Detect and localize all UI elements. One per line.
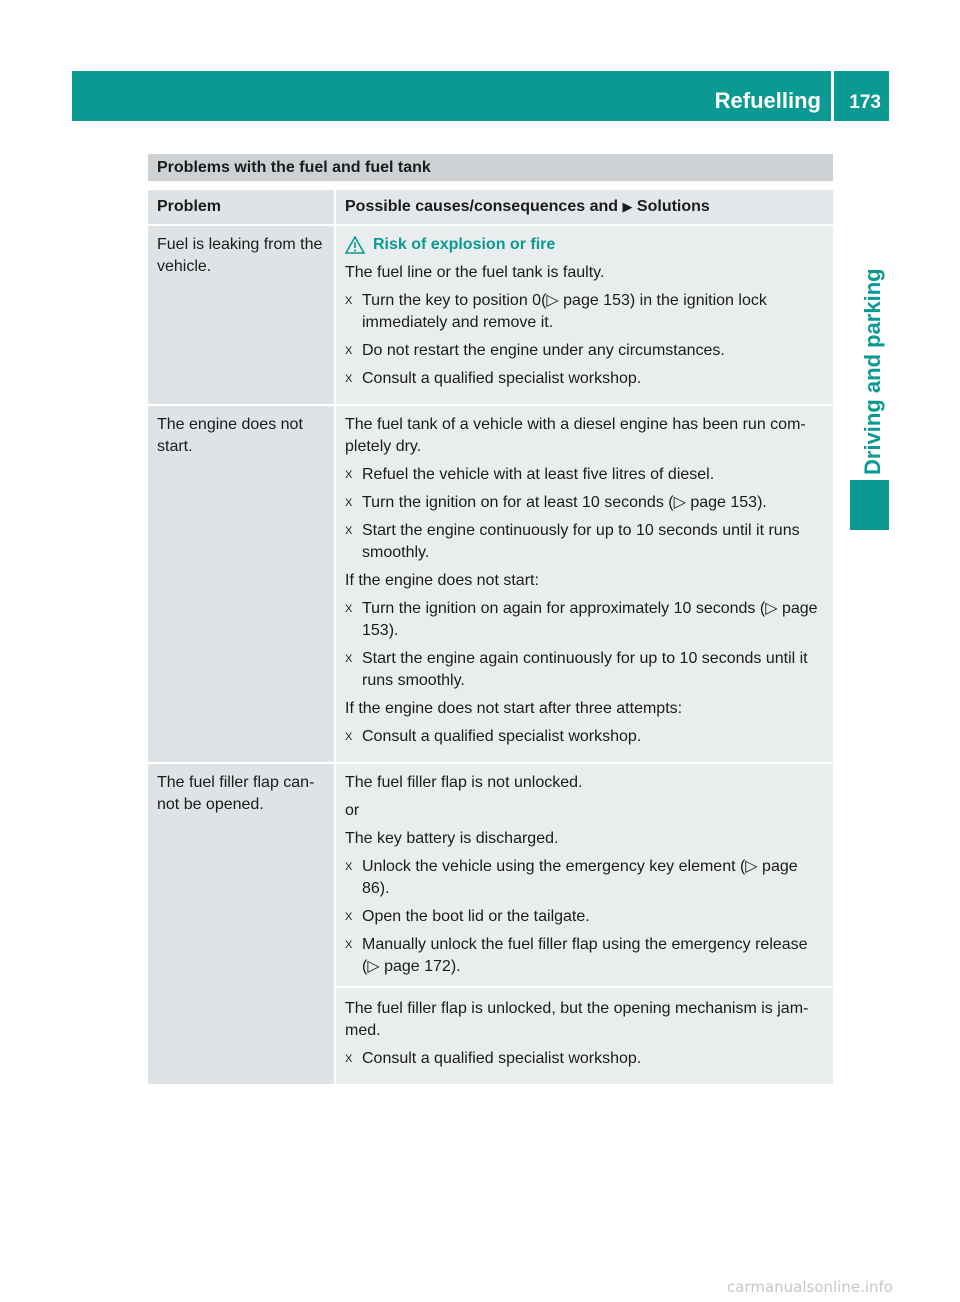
- column-header-solutions-suffix: Solutions: [636, 198, 710, 215]
- table-row: [148, 764, 833, 1086]
- step-marker-icon: X: [345, 345, 353, 357]
- table-header-row: [148, 190, 833, 226]
- section-title: Refuelling: [714, 88, 821, 113]
- warning-triangle-icon: [345, 236, 365, 254]
- side-tab-marker: [850, 480, 889, 530]
- step-item: [345, 492, 827, 514]
- page-number: 173: [849, 92, 881, 113]
- step-text: Turn the ignition on for at least 10 seconds (▷ page 153).: [362, 494, 767, 511]
- step-item: [345, 1048, 827, 1070]
- step-marker-icon: X: [345, 295, 353, 307]
- step-marker-icon: X: [345, 861, 353, 873]
- header-divider: [831, 71, 834, 121]
- step-text: Turn the key to position 0(▷ page 153) in the ignition lock immediately and remove it.: [362, 292, 767, 331]
- step-marker-icon: X: [345, 1053, 353, 1065]
- step-marker-icon: X: [345, 603, 353, 615]
- column-header-solutions-prefix: Possible causes/consequences and: [345, 198, 619, 215]
- step-text: Start the engine continuously for up to 10 seconds until it runs smoothly.: [362, 522, 800, 561]
- table-row: [148, 406, 833, 764]
- step-item: [345, 934, 827, 978]
- warning-heading: [345, 234, 827, 256]
- table-row: [148, 226, 833, 406]
- solution-cell: [334, 764, 833, 1084]
- cause-text: The fuel filler flap is unlocked, but the opening mechanism is jam-med.: [345, 1000, 809, 1039]
- warning-text: Risk of explosion or fire: [373, 236, 556, 253]
- footer-watermark: carmanualsonline.info: [727, 1278, 893, 1296]
- cause-text: The key battery is discharged.: [345, 830, 559, 847]
- step-marker-icon: X: [345, 731, 353, 743]
- step-marker-icon: X: [345, 373, 353, 385]
- step-item: [345, 368, 827, 390]
- problem-cell: The fuel filler flap can-not be opened.: [148, 764, 334, 1084]
- step-text: Open the boot lid or the tailgate.: [362, 908, 590, 925]
- step-text: Unlock the vehicle using the emergency key element (▷ page 86).: [362, 858, 798, 897]
- step-marker-icon: X: [345, 653, 353, 665]
- note-text: If the engine does not start:: [345, 572, 539, 589]
- step-text: Turn the ignition on again for approximately 10 seconds (▷ page 153).: [362, 600, 818, 639]
- step-text: Start the engine again continuously for up to 10 seconds until it runs smoothly.: [362, 650, 808, 689]
- step-item: [345, 856, 827, 900]
- column-header-solutions: [334, 190, 833, 224]
- step-marker-icon: X: [345, 497, 353, 509]
- step-item: [345, 290, 827, 334]
- problem-cell: The engine does not start.: [148, 406, 334, 762]
- note-text: If the engine does not start after three attempts:: [345, 700, 683, 717]
- sub-solution: [336, 986, 833, 1070]
- step-marker-icon: X: [345, 469, 353, 481]
- step-item: [345, 648, 827, 692]
- problems-table: [148, 154, 833, 1086]
- problem-cell: Fuel is leaking from the vehicle.: [148, 226, 334, 404]
- step-marker-icon: X: [345, 525, 353, 537]
- step-text: Refuel the vehicle with at least five litres of diesel.: [362, 466, 715, 483]
- step-text: Consult a qualified specialist workshop.: [362, 728, 642, 745]
- step-item: [345, 340, 827, 362]
- cause-text: The fuel filler flap is not unlocked.: [345, 774, 583, 791]
- step-marker-icon: X: [345, 939, 353, 951]
- column-header-problem: Problem: [148, 190, 334, 224]
- step-text: Manually unlock the fuel filler flap using the emergency release (▷ page 172).: [362, 936, 808, 975]
- step-item: [345, 520, 827, 564]
- cause-text: The fuel line or the fuel tank is faulty.: [345, 264, 605, 281]
- step-marker-icon: X: [345, 911, 353, 923]
- step-item: [345, 726, 827, 748]
- side-tab-label: Driving and parking: [860, 268, 885, 475]
- step-item: [345, 598, 827, 642]
- solution-cell: [334, 226, 833, 404]
- step-item: [345, 906, 827, 928]
- step-text: Consult a qualified specialist workshop.: [362, 370, 642, 387]
- step-text: Consult a qualified specialist workshop.: [362, 1050, 642, 1067]
- solution-cell: [334, 406, 833, 762]
- or-text: or: [345, 802, 360, 819]
- solutions-arrow-icon: ▶: [622, 199, 633, 214]
- table-caption: Problems with the fuel and fuel tank: [148, 154, 833, 183]
- step-item: [345, 464, 827, 486]
- page-header: [72, 71, 889, 121]
- cause-text: The fuel tank of a vehicle with a diesel engine has been run com-pletely dry.: [345, 416, 806, 455]
- step-text: Do not restart the engine under any circumstances.: [362, 342, 725, 359]
